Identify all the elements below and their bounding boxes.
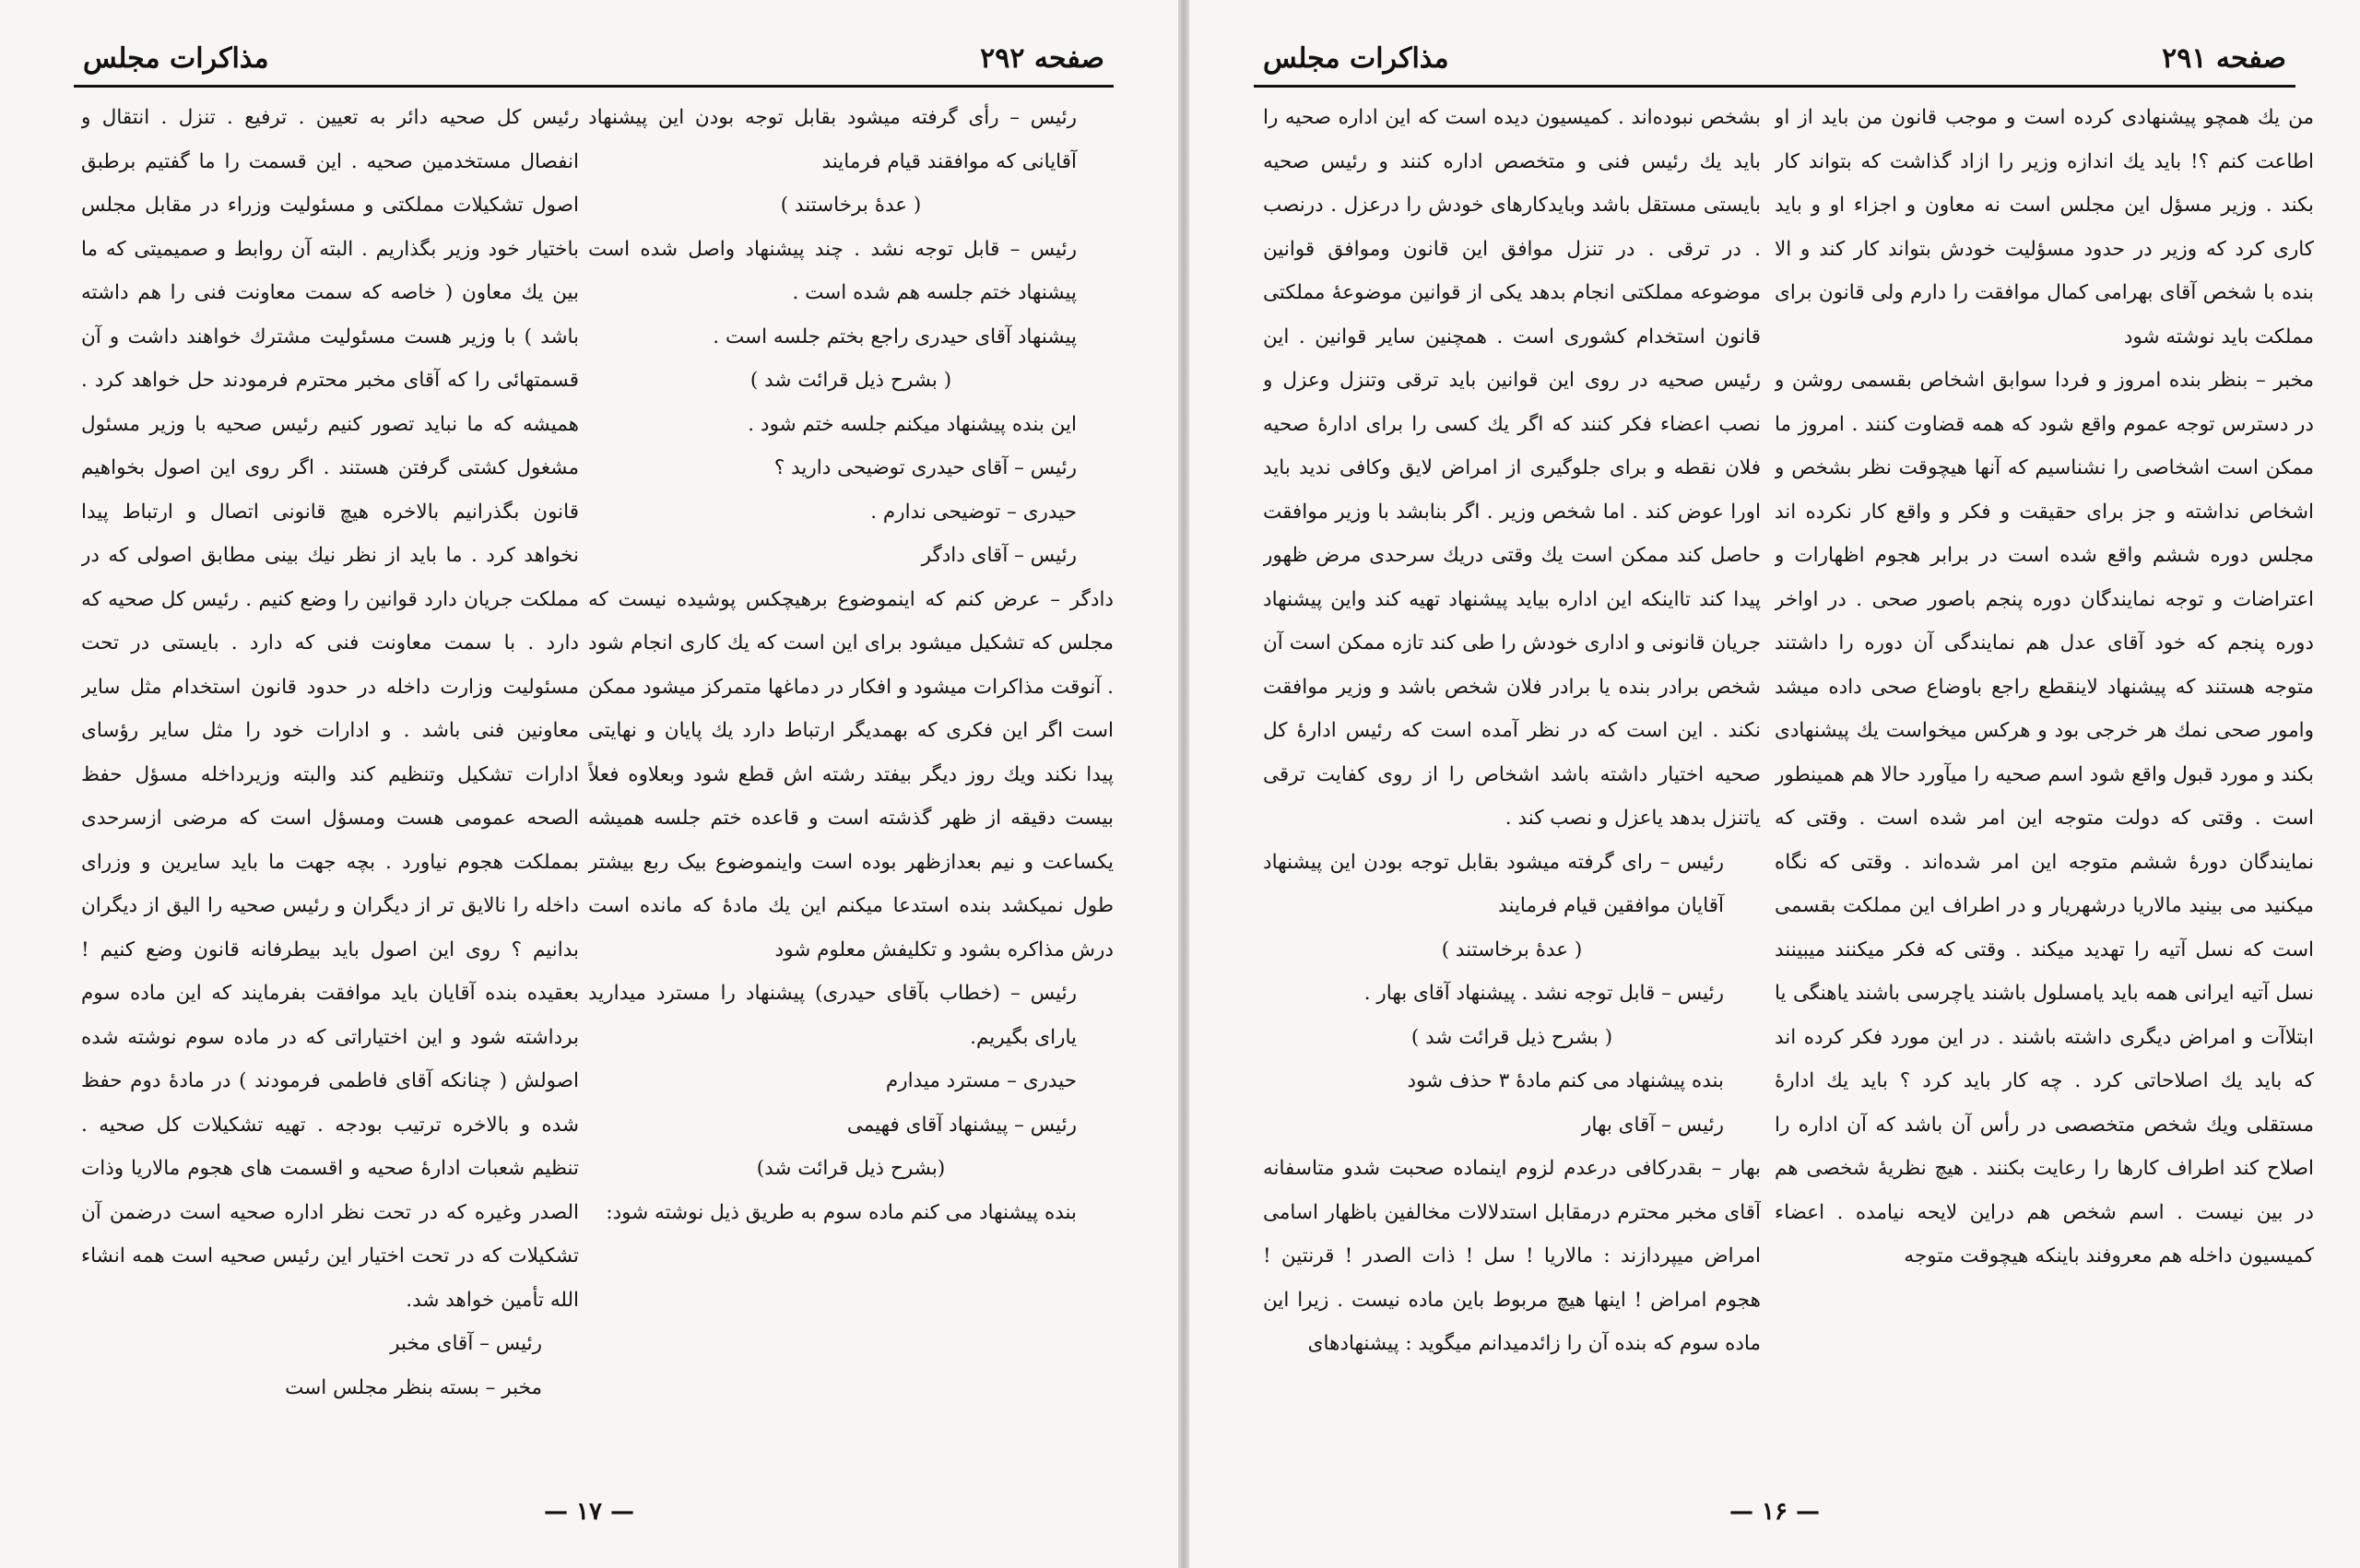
paragraph: حیدری – مسترد میدارم bbox=[885, 1069, 1077, 1092]
paragraph: رئیس – پیشنهاد آقای فهیمی bbox=[846, 1113, 1077, 1137]
paragraph: رئیس – آقای حیدری توضیحی دارید ؟ bbox=[773, 456, 1077, 479]
page-number-label: صفحه ۲۹۲ bbox=[980, 41, 1104, 75]
paragraph: ( عدهٔ برخاستند ) bbox=[780, 194, 922, 217]
header-rule bbox=[1254, 85, 2295, 88]
page-number-label: صفحه ۲۹۱ bbox=[2162, 41, 2286, 75]
paragraph: ( بشرح ذیل قرائت شد ) bbox=[1410, 1025, 1613, 1049]
paragraph: ( بشرح ذیل قرائت شد ) bbox=[749, 369, 952, 392]
paragraph: بنده پیشنهاد می کنم ماده سوم به طریق ذیل نوشته شود: bbox=[606, 1200, 1077, 1224]
paragraph: رئیس کل صحیه دائر به تعیین . ترفیع . تنزل . انتقال و انفصال مستخدمین صحیه . این قسمت را ما گفتیم برطبق اصول تشکیلات مملکتی و مسئولیت وزراء در مقابل مجلس باختیار خود وزیر بگذاریم . البته آن روابط و صمیمیتی که ما بین یك معاون ( خاصه که سمت معاونت فنی را هم داشته باشد ) با وزیر هست مسئولیت مشترك خواهند داشت و آن قسمتهائی را که آقای مخبر محترم فرمودند حل خواهد کرد . همیشه که ما نباید تصور کنیم رئیس صحیه با وزیر مسئول مشغول کشتی گرفتن هستند . اگر روی این اصول بخواهیم قانون بگذرانیم بالاخره هیچ قانونی اتصال و ارتباط پیدا نخواهد کرد . ما باید از نظر نیك بینی مطابق اصولی که در مملکت جریان دارد قوانین را وضع کنیم . رئیس کل صحیه که دارد . با سمت معاونت فنی که دارد . بایستی در تحت مسئولیت وزارت داخله در حدود قانون استخدام مثل سایر معاونین فنی باشد . و ادارات خود را مثل سایر رؤسای ادارات تشکیل وتنظیم کند والبته وزیرداخله مسؤل حفظ الصحه عمومی هست ومسؤل است که مرضی ازسرحدی بمملکت هجوم نیاورد . بچه جهت ما باید سایرین و وزرای داخله را نالایق تر از دیگران و رئیس صحیه را الیق از دیگران بدانیم ؟ روی این اصول باید بیطرفانه قانون وضع کنیم ! بعقیده بنده آقایان باید موافقت بفرمایند که این ماده سوم برداشته شود و این اختیاراتی که در ماده سوم نوشته شده اصولش ( چنانکه آقای فاطمی فرمودند ) در مادهٔ دوم حفظ شده و بالاخره ترتیب بودجه . تهیه تشکیلات کل صحیه . تنظیم شعبات ادارهٔ صحیه و اقسمت های هجوم مالاریا وذات الصدر وغیره که در تحت نظر اداره صحیه است درضمن آن تشکیلات که در تحت اختیار این رئیس صحیه است همه انشاء الله تأمین خواهد شد. bbox=[81, 106, 579, 1312]
text-column-right bbox=[81, 96, 579, 1460]
paragraph: رئیس – رای گرفته میشود بقابل توجه بودن این پیشنهاد آقایان موافقین قیام فرمایند bbox=[1263, 850, 1724, 917]
text-column-left bbox=[588, 96, 1114, 1460]
page-footer-number: — ۱۶ — bbox=[1729, 1498, 1821, 1526]
right-page bbox=[1189, 0, 2360, 1568]
text-column-right bbox=[1263, 96, 1761, 1460]
paragraph: رئیس – (خطاب بآقای حیدری) پیشنهاد را مسترد میدارید یارای بگیریم. bbox=[588, 982, 1077, 1049]
paragraph: من یك همچو پیشنهادی کرده است و موجب قانون من باید از او اطاعت کنم ؟! باید یك اندازه وزیر را ازاد گذاشت که بتواند کار بکند . وزیر مسؤل این مجلس است نه معاون و اجزاء او و باید کاری کرد که وزیر در حدود مسؤلیت خودش بتواند کار کند و الا بنده با شخص آقای بهرامی کمال موافقت را دارم ولی قانون برای مملکت باید نوشته شود bbox=[1775, 106, 2314, 348]
paragraph: مخبر – بسته بنظر مجلس است bbox=[285, 1375, 542, 1399]
paragraph: رئیس – آقای دادگر bbox=[921, 544, 1077, 567]
page-footer-number: — ۱۷ — bbox=[543, 1498, 635, 1526]
paragraph: مخبر – بنظر بنده امروز و فردا سوابق اشخاص بقسمی روشن و در دسترس توجه عموم واقع شود که همه قضاوت کنند . امروز ما ممکن است اشخاصی را نشناسیم که آنها هیچوقت نظر بشخص و اشخاص نداشته و جز برای حقیقت و فکر و واقع کار نکرده اند مجلس دوره ششم واقع شده است در برابر هجوم اظهارات و اعتراضات و توجه نمایندگان دوره پنجم باصور صحی . در اواخر دوره پنجم که خود آقای عدل هم نمایندگی آن دوره را داشتند متوجه هستند که پیشنهاد لاینقطع راجع باوضاع صحی داده میشد وامور صحی نمك هر خرجی بود و هرکس میخواست یك پیشنهادی بکند و مورد قبول واقع شود اسم صحیه را میآورد حالا هم همینطور است . وقتی که دولت متوجه این امر شده است . وقتی که نمایندگان دورهٔ ششم متوجه این امر شده‌اند . وقتی که نگاه میکنید می بینید مالاریا درشهریار و در اطراف این مملکت بقسمی است که نسل آتیه را تهدید میکند . وقتی که فکر میکنند میبینند نسل آتیه ایرانی همه باید یامسلول باشند یاچرسی باشند یاهنگی یا ابتلاآت و امراض دیگری داشته باشند . در این مورد فکر کرده اند که باید یك اصلاحاتی کرد . چه کار باید کرد ؟ باید یك ادارهٔ مستقلی ویك شخص متخصصی در رأس آن باشد که آن اداره را اصلاح کند اطراف کارها را رعایت بکنند . هیچ نظریهٔ شخصی هم در بین نیست . اسم شخص هم دراین لایحه نیامده . اعضاء کمیسیون داخله هم معروفند باینکه هیچوقت متوجه bbox=[1775, 369, 2314, 1267]
left-page bbox=[0, 0, 1178, 1568]
paragraph: رئیس – آقای بهار bbox=[1582, 1113, 1724, 1137]
paragraph: پیشنهاد آقای حیدری راجع بختم جلسه است . bbox=[713, 324, 1077, 348]
paragraph: (بشرح ذیل قرائت شد) bbox=[756, 1157, 946, 1180]
paragraph: این بنده پیشنهاد میکنم جلسه ختم شود . bbox=[748, 412, 1077, 436]
paragraph: بنده پیشنهاد می کنم مادهٔ ۳ حذف شود bbox=[1407, 1069, 1724, 1092]
page-header bbox=[83, 37, 1104, 79]
page-title: مذاکرات مجلس bbox=[83, 41, 269, 75]
paragraph: رئیس – قابل توجه نشد . چند پیشنهاد واصل شده است پیشنهاد ختم جلسه هم شده است . bbox=[588, 237, 1077, 304]
page-title: مذاکرات مجلس bbox=[1263, 41, 1449, 75]
paragraph: رئیس – رأی گرفته میشود بقابل توجه بودن این پیشنهاد آقایانی که موافقند قیام فرمایند bbox=[588, 106, 1077, 173]
paragraph: دادگر – عرض کنم که اینموضوع برهیچکس پوشیده نیست که مجلس که تشکیل میشود برای این است که یك کاری انجام شود . آنوقت مذاکرات میشود و افکار در دماغها متمرکز میشود ممکن است اگر این فکری که بهمدیگر ارتباط دارد یك پایان و نهایتی پیدا نکند ویك روز دیگر بیفتد رشته اش قطع شود وبعلاوه فعلاً بیست دقیقه از ظهر گذشته است و قاعده ختم جلسه همیشه یکساعت و نیم بعدازظهر بوده است واینموضوع بیک ربع بیشتر طول نمیکشد بنده استدعا میکنم این یك مادهٔ که مانده است درش مذاکره بشود و تکلیفش معلوم شود bbox=[588, 587, 1114, 961]
page-header bbox=[1263, 37, 2286, 79]
paragraph: بشخص نبوده‌اند . کمیسیون دیده است که این اداره صحیه را باید یك رئیس فنی و متخصص اداره کنند و رئیس صحیه بایستی مستقل باشد وبایدکارهای خودش را درعزل . درنصب . در ترقی . در تنزل موافق این قانون وموافق قوانین موضوعه مملکتی انجام بدهد یکی از قوانین موضوعهٔ مملکتی قانون استخدام کشوری است . همچنین سایر قوانین . این رئیس صحیه در روی این قوانین باید ترقی وتنزل وعزل و نصب اعضاء فکر کنند که اگر یك کسی را برای ادارهٔ صحیه فلان نقطه و برای جلوگیری از امراض لایق وکافی ندید باید اورا عوض کند . اما شخص وزیر . اگر بنابشد با وزیر موافقت حاصل کند ممکن است یك وقتی دریك سرحدی مرض ظهور پیدا کند تااینکه این اداره بیاید پیشنهاد تهیه کند واین پیشنهاد جریان قانونی و اداری خودش را طی کند تازه ممکن است آن شخص برادر بنده یا برادر فلان شخص باشد و وزیر موافقت نکند . این است که در نظر آمده است که رئیس ادارهٔ کل صحیه اختیار داشته باشد اشخاص را از روی کفایت ترقی یاتنزل بدهد یاعزل و نصب کند . bbox=[1263, 106, 1761, 830]
paragraph: رئیس – قابل توجه نشد . پیشنهاد آقای بهار . bbox=[1363, 982, 1724, 1005]
paragraph: ( عدهٔ برخاستند ) bbox=[1441, 937, 1583, 961]
header-rule bbox=[74, 85, 1114, 88]
text-column-left bbox=[1775, 96, 2314, 1460]
book-gutter bbox=[1178, 0, 1189, 1568]
paragraph: رئیس – آقای مخبر bbox=[390, 1332, 542, 1355]
paragraph: حیدری – توضیحی ندارم . bbox=[870, 500, 1077, 524]
paragraph: بهار – بقدرکافی درعدم لزوم اینماده صحبت شدو متاسفانه آقای مخبر محترم درمقابل استدلالات مخالفین باظهار اسامی امراض میپردازند : مالاریا ! سل ! ذات الصدر ! قرنتین ! هجوم امراض ! اینها هیچ مربوط باین ماده نیست . زیرا این ماده سوم که بنده آن را زائدمیدانم میگوید : پیشنهادهای bbox=[1263, 1157, 1761, 1355]
